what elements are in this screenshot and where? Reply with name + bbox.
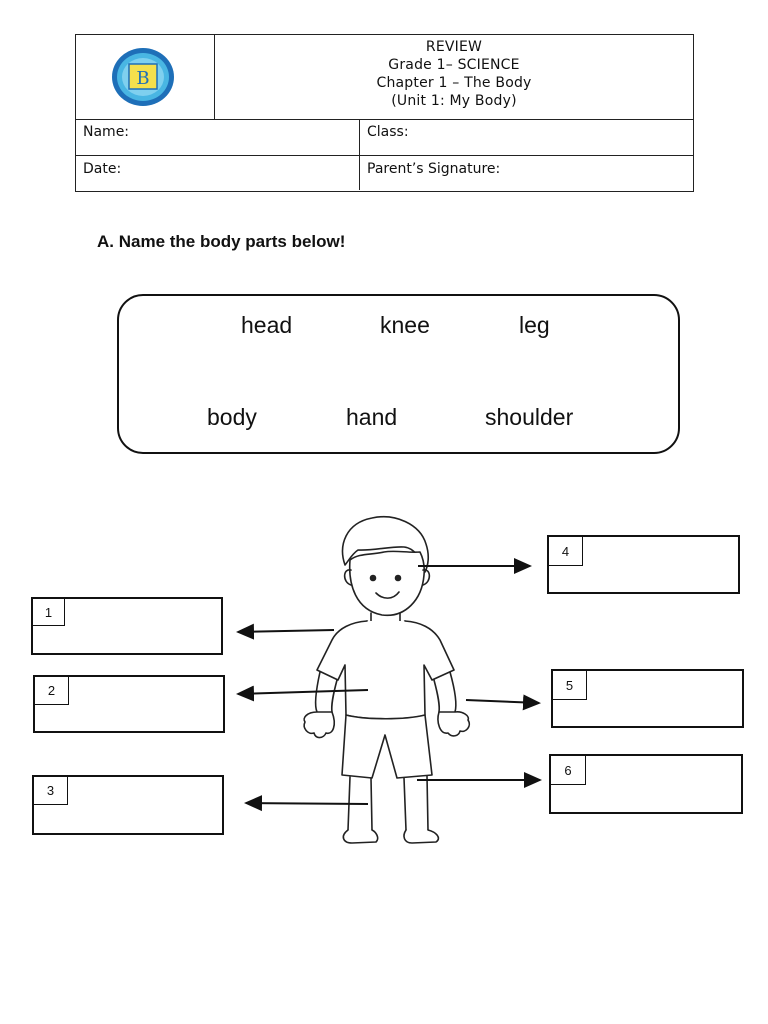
answer-number: 1 (33, 599, 65, 626)
answer-number: 3 (34, 777, 68, 805)
word-bank-item: knee (380, 312, 430, 338)
word-bank-item: body (207, 404, 257, 430)
answer-box-1[interactable] (31, 597, 223, 655)
answer-number: 4 (549, 537, 583, 566)
title-line-grade: Grade 1– SCIENCE (388, 57, 520, 73)
title-line-unit: (Unit 1: My Body) (391, 93, 517, 109)
svg-text:B: B (136, 68, 150, 89)
word-bank-item: head (241, 312, 293, 338)
answer-number: 5 (553, 671, 587, 700)
answer-box-4[interactable] (547, 535, 740, 594)
word-bank-item: hand (346, 404, 398, 430)
answer-box-6[interactable] (549, 754, 743, 814)
section-heading: A. Name the body parts below! (97, 232, 346, 251)
word-bank-item: leg (519, 312, 550, 338)
name-field-label: Name: (83, 124, 130, 140)
answer-box-2[interactable] (33, 675, 225, 733)
date-field-label: Date: (83, 161, 122, 177)
title-line-review: REVIEW (425, 39, 483, 55)
answer-number: 2 (35, 677, 69, 705)
answer-box-3[interactable] (32, 775, 224, 835)
class-field-label: Class: (367, 124, 409, 140)
word-bank-item: shoulder (485, 404, 574, 430)
answer-number: 6 (551, 756, 586, 785)
title-line-chapter: Chapter 1 – The Body (376, 75, 532, 91)
signature-field-label: Parent’s Signature: (367, 161, 501, 177)
answer-box-5[interactable] (551, 669, 744, 728)
